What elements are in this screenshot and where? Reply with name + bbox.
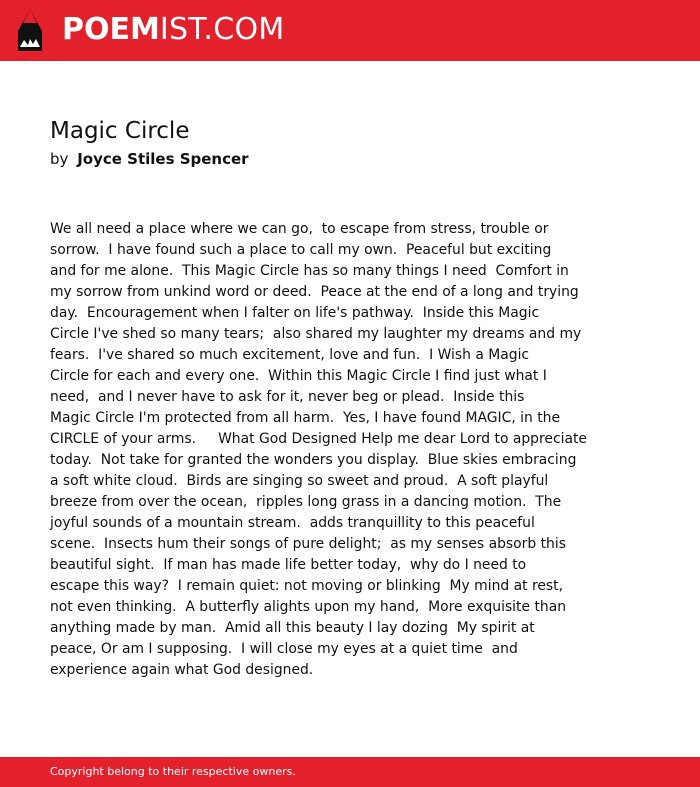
poem-line: CIRCLE of your arms. What God Designed Help me dear Lord to appreciate bbox=[50, 431, 587, 447]
byline bbox=[50, 149, 249, 169]
logo-light-text: IST.COM bbox=[159, 12, 285, 47]
poem-line: anything made by man. Amid all this beauty I lay dozing My spirit at bbox=[50, 620, 535, 636]
poem-title: Magic Circle bbox=[50, 118, 190, 144]
poem-line: peace, Or am I supposing. I will close my eyes at a quiet time and bbox=[50, 641, 518, 657]
poem-line: day. Encouragement when I falter on life's pathway. Inside this Magic bbox=[50, 305, 540, 321]
poem-line: Magic Circle I'm protected from all harm. Yes, I have found MAGIC, in the bbox=[50, 410, 561, 426]
poem-line: joyful sounds of a mountain stream. adds tranquillity to this peaceful bbox=[50, 515, 535, 531]
author-name: Joyce Stiles Spencer bbox=[77, 150, 249, 168]
site-footer bbox=[0, 757, 700, 787]
poem-line: escape this way? I remain quiet: not moving or blinking My mind at rest, bbox=[50, 578, 564, 594]
poem-line: a soft white cloud. Birds are singing so sweet and proud. A soft playful bbox=[50, 473, 549, 489]
byline-label: by bbox=[50, 150, 69, 168]
poem-line: scene. Insects hum their songs of pure delight; as my senses absorb this bbox=[50, 536, 566, 552]
poem-line: Circle for each and every one. Within this Magic Circle I find just what I bbox=[50, 368, 547, 384]
poem-body bbox=[50, 219, 610, 681]
logo-bold-text: POEM bbox=[62, 12, 160, 47]
poem-line: breeze from over the ocean, ripples long grass in a dancing motion. The bbox=[50, 494, 562, 510]
poem-line: beautiful sight. If man has made life better today, why do I need to bbox=[50, 557, 527, 573]
poem-line: need, and I never have to ask for it, never beg or plead. Inside this bbox=[50, 389, 525, 405]
poem-line: sorrow. I have found such a place to call my own. Peaceful but exciting bbox=[50, 242, 552, 258]
copyright-notice: Copyright belong to their respective owners. bbox=[50, 765, 296, 778]
site-logo-link[interactable] bbox=[62, 12, 285, 48]
poem-line: experience again what God designed. bbox=[50, 662, 314, 678]
poem-line: not even thinking. A butterfly alights upon my hand, More exquisite than bbox=[50, 599, 567, 615]
poem-line: today. Not take for granted the wonders you display. Blue skies embracing bbox=[50, 452, 577, 468]
poem-line: Circle I've shed so many tears; also shared my laughter my dreams and my bbox=[50, 326, 582, 342]
poem-line: my sorrow from unkind word or deed. Peace at the end of a long and trying bbox=[50, 284, 579, 300]
site-header bbox=[0, 0, 700, 61]
poem-line: and for me alone. This Magic Circle has so many things I need Comfort in bbox=[50, 263, 569, 279]
pencil-tip-icon bbox=[18, 9, 42, 51]
poem-line: fears. I've shared so much excitement, love and fun. I Wish a Magic bbox=[50, 347, 530, 363]
poem-line: We all need a place where we can go, to escape from stress, trouble or bbox=[50, 221, 549, 237]
